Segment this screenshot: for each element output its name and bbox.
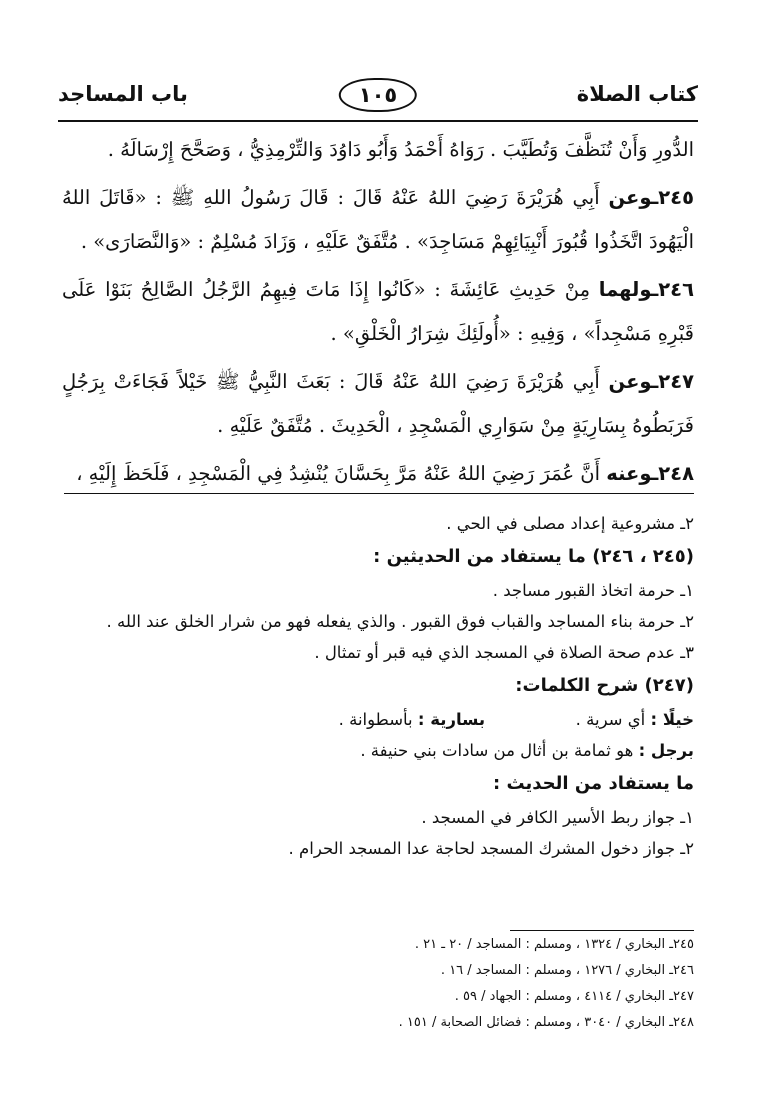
benefit-item: ٢ـ حرمة بناء المساجد والقباب فوق القبور . والذي يفعله فهو من شرار الخلق عند الله . — [106, 612, 694, 631]
glossary-definition: هو ثمامة بن أثال من سادات بني حنيفة . — [360, 741, 634, 760]
benefit-item: ٢ـ جواز دخول المشرك المسجد لحاجة عدا المسجد الحرام . — [288, 839, 694, 858]
hadith-248 — [62, 452, 694, 496]
hadith-body: أَبِي هُرَيْرَةَ رَضِيَ اللهُ عَنْهُ قَالَ : قَالَ رَسُولُ اللهِ ﷺ : «قَاتَلَ اللهُ الْيَهُودَ اتَّخَذُوا قُبُورَ أَنْبِيَائِهِمْ مَسَاجِدَ» . مُتَّفَقٌ عَلَيْهِ ، وَزَادَ مُسْلِمٌ : «وَالنَّصَارَى» . — [62, 186, 694, 253]
commentary-divider — [64, 493, 694, 494]
glossary-word: خيلًا : — [650, 710, 694, 729]
note-line: ٢ـ مشروعية إعداد مصلى في الحي . — [446, 514, 694, 533]
benefits-heading: (٢٤٥ ، ٢٤٦) ما يستفاد من الحديثين : — [373, 546, 694, 567]
hadith-lead: وعن — [608, 186, 652, 209]
hadith-text — [62, 128, 694, 500]
footnote: ٢٤٦ـ البخاري / ١٢٧٦ ، ومسلم : المساجد / ١٦ . — [440, 963, 694, 978]
hadith-continuation — [62, 128, 694, 172]
footnote: ٢٤٧ـ البخاري / ٤١١٤ ، ومسلم : الجهاد / ٥٩ . — [454, 989, 694, 1004]
hadith-body: مِنْ حَدِيثِ عَائِشَةَ : «كَانُوا إِذَا مَاتَ فِيهِمُ الرَّجُلُ الصَّالِحُ بَنَوْا عَلَى قَبْرِهِ مَسْجِداً» ، وَفِيهِ : «أُولَئِكَ شِرَارُ الْخَلْقِ» . — [62, 278, 694, 345]
glossary-line — [62, 735, 694, 766]
glossary-heading: (٢٤٧) شرح الكلمات: — [515, 675, 694, 696]
glossary-word: برجل : — [638, 741, 694, 760]
hadith-body: أَبِي هُرَيْرَةَ رَضِيَ اللهُ عَنْهُ قَالَ : بَعَثَ النَّبِيُّ ﷺ خَيْلاً فَجَاءَتْ بِرَجُلٍ فَرَبَطُوهُ بِسَارِيَةٍ مِنْ سَوَارِي الْمَسْجِدِ ، الْحَدِيثَ . مُتَّفَقٌ عَلَيْهِ . — [62, 370, 694, 437]
hadith-body: أَنَّ عُمَرَ رَضِيَ اللهُ عَنْهُ مَرَّ بِحَسَّانَ يُنْشِدُ فِي الْمَسْجِدِ ، فَلَحَظَ إِلَيْهِ ، — [76, 462, 601, 485]
hadith-body: الدُّورِ وَأَنْ تُنَظَّفَ وَتُطَيَّبَ . رَوَاهُ أَحْمَدُ وَأَبُو دَاوُدَ وَالتِّرْمِذِيُّ ، وَصَحَّحَ إِرْسَالَهُ . — [107, 138, 694, 161]
hadith-number: ٢٤٧ـ — [651, 370, 695, 393]
book-title: كتاب الصلاة — [576, 82, 698, 106]
footnote: ٢٤٥ـ البخاري / ١٣٢٤ ، ومسلم : المساجد / ٢٠ ـ ٢١ . — [414, 937, 694, 952]
hadith-lead: وعن — [608, 370, 652, 393]
page-header — [58, 78, 698, 118]
glossary-definition: بأسطوانة . — [338, 710, 413, 729]
page-number: ١٠٥ — [339, 78, 417, 112]
hadith-245 — [62, 176, 694, 264]
hadith-lead: ولهما — [598, 278, 652, 301]
benefit-item: ١ـ جواز ربط الأسير الكافر في المسجد . — [421, 808, 694, 827]
commentary — [62, 508, 694, 864]
glossary-line — [62, 704, 694, 735]
footnotes — [62, 932, 694, 1036]
benefit-item: ٣ـ عدم صحة الصلاة في المسجد الذي فيه قبر أو تمثال . — [314, 643, 694, 662]
hadith-number: ٢٤٨ـ — [651, 462, 694, 485]
hadith-number: ٢٤٥ـ — [651, 186, 694, 209]
benefit-item: ١ـ حرمة اتخاذ القبور مساجد . — [492, 581, 694, 600]
footnote: ٢٤٨ـ البخاري / ٣٠٤٠ ، ومسلم : فضائل الصحابة / ١٥١ . — [398, 1015, 694, 1030]
hadith-number: ٢٤٦ـ — [651, 278, 694, 301]
hadith-246 — [62, 268, 694, 356]
glossary-definition: أي سرية . — [575, 710, 646, 729]
footnote-divider — [510, 930, 694, 931]
header-divider — [58, 120, 698, 122]
hadith-247 — [62, 360, 694, 448]
chapter-title: باب المساجد — [58, 82, 188, 106]
glossary-word: بسارية : — [417, 710, 486, 729]
benefits-heading: ما يستفاد من الحديث : — [493, 773, 694, 794]
hadith-lead: وعنه — [606, 462, 652, 485]
